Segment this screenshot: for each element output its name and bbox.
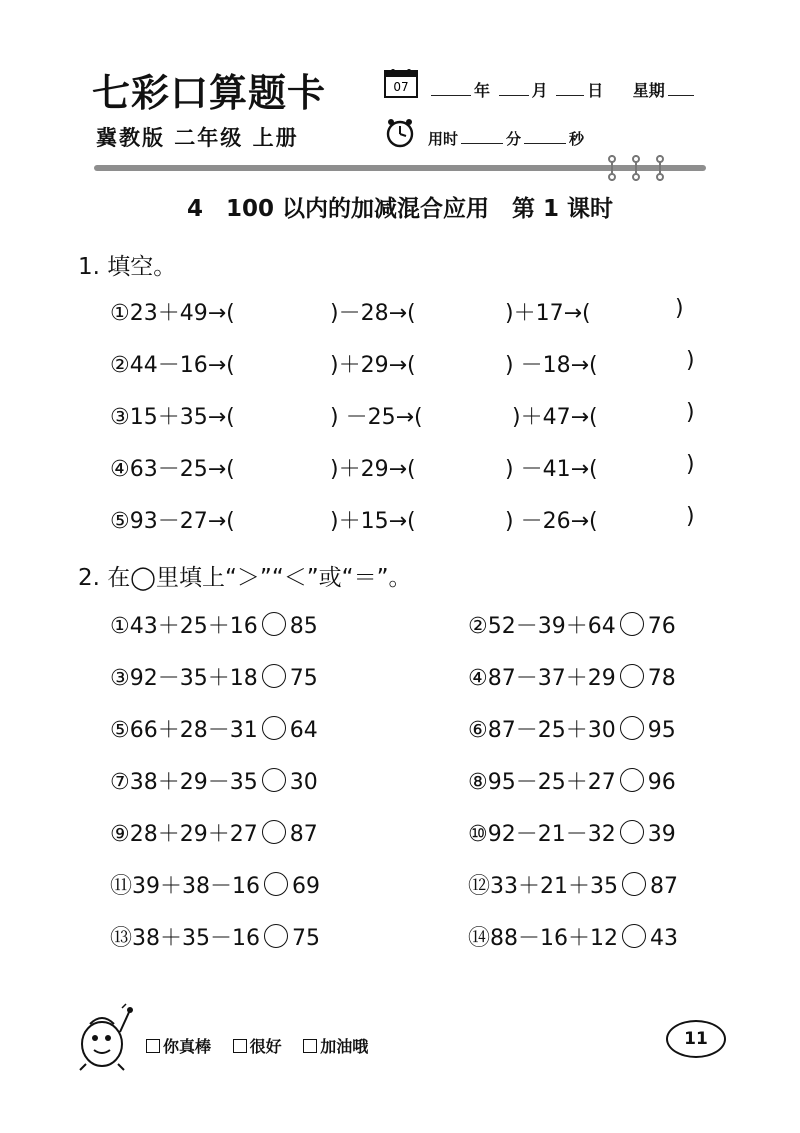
answer-circle[interactable]	[262, 716, 286, 740]
weekday-label: 星期	[632, 81, 665, 100]
calendar-day: 07	[393, 80, 409, 94]
month-label: 月	[531, 81, 548, 100]
lesson-title: 4 100 以内的加减混合应用 第 1 课时	[186, 196, 614, 222]
compare-item-1: ①43＋25＋16 85	[110, 614, 318, 639]
answer-circle[interactable]	[620, 820, 644, 844]
minutes-label: 分	[506, 130, 522, 148]
answer-circle[interactable]	[620, 612, 644, 636]
compare-item-2: ②52－39＋64 76	[468, 614, 676, 639]
compare-item-12: ⑫33＋21＋35 87	[468, 874, 678, 899]
day-label: 日	[587, 81, 604, 100]
answer-circle[interactable]	[262, 768, 286, 792]
compare-item-14: ⑭88－16＋12 43	[468, 926, 678, 951]
seconds-label: 秒	[569, 130, 585, 148]
compare-item-10: ⑩92－21－32 39	[468, 822, 676, 847]
compare-item-3: ③92－35＋18 75	[110, 666, 318, 691]
time-used-label: 用时	[428, 130, 459, 148]
compare-item-11: ⑪39＋38－16 69	[110, 874, 320, 899]
mascot-icon	[72, 1002, 138, 1072]
compare-item-6: ⑥87－25＋30 95	[468, 718, 676, 743]
answer-circle[interactable]	[622, 872, 646, 896]
answer-circle[interactable]	[264, 872, 288, 896]
answer-circle[interactable]	[264, 924, 288, 948]
time-fill-line	[428, 128, 584, 149]
rating-great[interactable]: 你真棒	[146, 1034, 211, 1057]
answer-circle[interactable]	[262, 612, 286, 636]
checkbox[interactable]	[303, 1039, 317, 1053]
compare-item-13: ⑬38＋35－16 75	[110, 926, 320, 951]
section-1-title: 1. 填空。	[78, 254, 177, 280]
answer-circle[interactable]	[620, 716, 644, 740]
compare-item-7: ⑦38＋29－35 30	[110, 770, 318, 795]
answer-circle[interactable]	[622, 924, 646, 948]
compare-item-9: ⑨28＋29＋27 87	[110, 822, 318, 847]
answer-circle[interactable]	[262, 664, 286, 688]
calendar-icon	[384, 68, 418, 98]
page-number: 11	[666, 1020, 726, 1058]
section-2-title: 2. 在◯里填上“＞”“＜”或“＝”。	[78, 565, 412, 591]
answer-circle[interactable]	[262, 820, 286, 844]
rating-good[interactable]: 很好	[233, 1034, 282, 1057]
self-rating-checkboxes	[146, 1034, 384, 1057]
compare-item-4: ④87－37＋29 78	[468, 666, 676, 691]
clock-icon	[384, 118, 416, 148]
answer-circle[interactable]	[620, 664, 644, 688]
checkbox[interactable]	[233, 1039, 247, 1053]
checkbox[interactable]	[146, 1039, 160, 1053]
compare-item-5: ⑤66＋28－31 64	[110, 718, 318, 743]
binder-rings-icon	[600, 153, 680, 183]
answer-circle[interactable]	[620, 768, 644, 792]
brand-title: 七彩口算题卡	[92, 70, 327, 115]
edition-label: 冀教版 二年级 上册	[96, 126, 299, 150]
rating-keep-going[interactable]: 加油哦	[303, 1034, 368, 1057]
date-fill-line	[428, 78, 697, 101]
year-label: 年	[474, 81, 491, 100]
compare-item-8: ⑧95－25＋27 96	[468, 770, 676, 795]
